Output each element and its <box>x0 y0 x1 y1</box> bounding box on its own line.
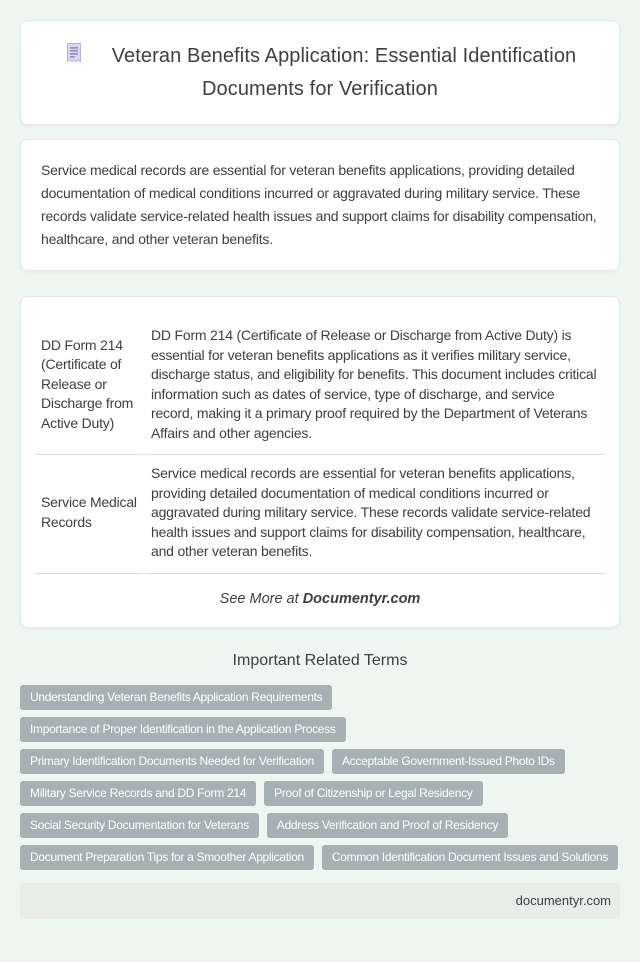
intro-card <box>20 139 620 271</box>
glossary-table-body <box>35 317 605 574</box>
related-term-tag[interactable]: Primary Identification Documents Needed for Verification <box>20 749 324 774</box>
related-term-tag[interactable]: Proof of Citizenship or Legal Residency <box>264 781 482 806</box>
related-terms-heading: Important Related Terms <box>232 651 408 669</box>
related-term-tag[interactable]: Understanding Veteran Benefits Application Requirements <box>20 685 332 710</box>
related-term-tag[interactable]: Importance of Proper Identification in the Application Process <box>20 717 346 742</box>
related-term-tag[interactable]: Social Security Documentation for Veterans <box>20 813 259 838</box>
glossary-term: DD Form 214 (Certificate of Release or Discharge from Active Duty) <box>35 317 143 455</box>
related-term-tag[interactable]: Acceptable Government-Issued Photo IDs <box>332 749 565 774</box>
related-term-tag[interactable]: Military Service Records and DD Form 214 <box>20 781 256 806</box>
related-term-tag[interactable]: Address Verification and Proof of Residency <box>267 813 508 838</box>
see-more-prefix: See More at <box>219 590 299 607</box>
title-card <box>20 20 620 125</box>
related-terms-list <box>20 685 620 870</box>
glossary-row <box>35 317 605 455</box>
see-more <box>33 591 607 607</box>
glossary-table <box>33 317 607 574</box>
glossary-row <box>35 455 605 574</box>
see-more-brand-link[interactable]: Documentyr.com <box>302 590 421 607</box>
glossary-definition: Service medical records are essential for veteran benefits applications, providing detailed documentation of medical conditions incurred or aggravated during military service. These records validate service-related health issues and support claims for disability compensation, healthcare, and other veteran benefits. <box>145 455 605 574</box>
glossary-term: Service Medical Records <box>35 455 143 574</box>
page-title-text: Veteran Benefits Application: Essential Identification Documents for Verification <box>111 45 577 100</box>
footer-site-label: documentyr.com <box>515 892 611 908</box>
receipt-icon <box>64 42 84 74</box>
intro-text: Service medical records are essential for veteran benefits applications, providing detailed documentation of medical conditions incurred or aggravated during military service. These records validate service-related health issues and support claims for disability compensation, healthcare, and other veteran benefits. <box>41 162 597 247</box>
related-term-tag[interactable]: Document Preparation Tips for a Smoother Application <box>20 845 314 870</box>
glossary-definition: DD Form 214 (Certificate of Release or Discharge from Active Duty) is essential for veteran benefits applications as it verifies military service, discharge status, and eligibility for benefits. This document includes critical information such as dates of service, type of discharge, and service record, making it a primary proof required by the Department of Veterans Affairs and other agencies. <box>145 317 605 455</box>
footer-bar <box>20 883 620 919</box>
glossary-card <box>20 296 620 628</box>
related-term-tag[interactable]: Common Identification Document Issues and Solutions <box>322 845 618 870</box>
page-title <box>59 41 581 104</box>
